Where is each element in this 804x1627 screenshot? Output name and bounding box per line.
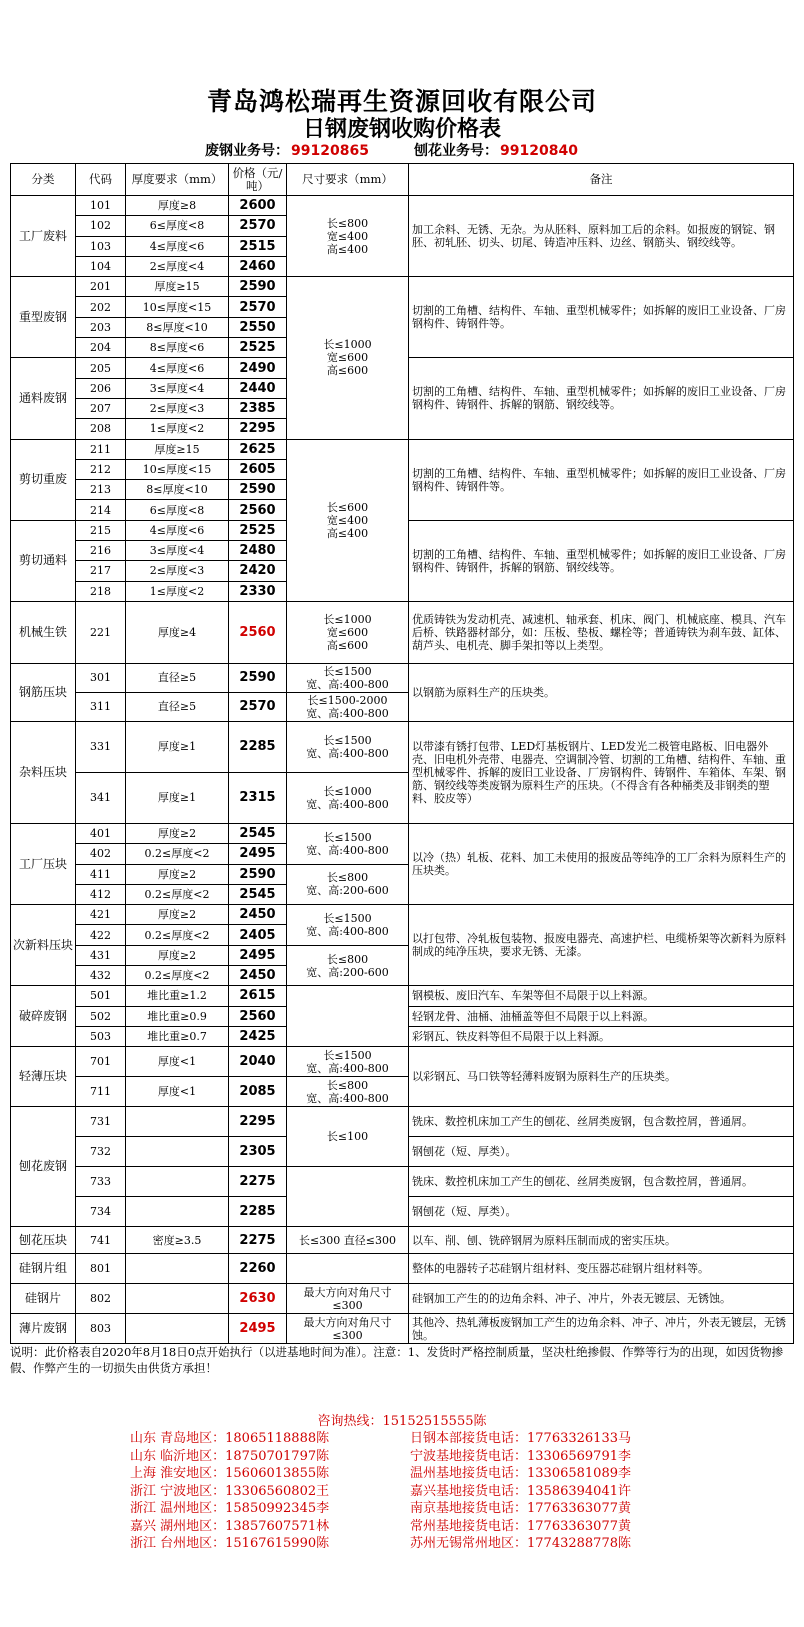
contact-row bbox=[130, 1500, 631, 1518]
thickness-cell: 厚度≥15 bbox=[126, 277, 229, 297]
price-cell: 2425 bbox=[229, 1026, 287, 1046]
thickness-cell: 4≤厚度<6 bbox=[126, 520, 229, 540]
note-cell: 以彩钢瓦、马口铁等轻薄料废钢为原料生产的压块类。 bbox=[409, 1047, 794, 1107]
category-cell: 轻薄压块 bbox=[11, 1047, 76, 1107]
code-cell: 301 bbox=[76, 663, 126, 692]
price-cell: 2420 bbox=[229, 561, 287, 581]
table-row bbox=[11, 986, 794, 1006]
category-cell: 工厂压块 bbox=[11, 823, 76, 904]
code-cell: 104 bbox=[76, 256, 126, 276]
thickness-cell: 0.2≤厚度<2 bbox=[126, 966, 229, 986]
thickness-cell: 2≤厚度<3 bbox=[126, 398, 229, 418]
contact-row bbox=[130, 1448, 631, 1466]
scrap-business-number: 废钢业务号： 99120865 bbox=[205, 143, 369, 159]
thickness-cell: 厚度≥2 bbox=[126, 945, 229, 965]
thickness-cell bbox=[126, 1284, 229, 1314]
category-cell: 钢筋压块 bbox=[11, 663, 76, 721]
contact-region: 浙江 宁波地区：13306560802王 bbox=[130, 1483, 330, 1499]
price-cell: 2040 bbox=[229, 1047, 287, 1077]
size-cell: 长≤100 bbox=[287, 1107, 409, 1167]
size-cell bbox=[287, 986, 409, 1047]
size-cell: 长≤800 宽、高:200-600 bbox=[287, 945, 409, 986]
thickness-cell: 6≤厚度<8 bbox=[126, 500, 229, 520]
thickness-cell: 8≤厚度<10 bbox=[126, 480, 229, 500]
column-header: 厚度要求（mm） bbox=[126, 164, 229, 196]
table-row bbox=[11, 1284, 794, 1314]
size-cell: 长≤800 宽≤400 高≤400 bbox=[287, 196, 409, 277]
price-cell: 2560 bbox=[229, 1006, 287, 1026]
contact-base: 温州基地接货电话：13306581089李 bbox=[410, 1466, 631, 1481]
thickness-cell: 厚度<1 bbox=[126, 1047, 229, 1077]
price-cell: 2440 bbox=[229, 378, 287, 398]
note-cell: 钢刨花（短、厚类）。 bbox=[409, 1137, 794, 1167]
size-cell: 长≤800 宽、高:200-600 bbox=[287, 864, 409, 905]
price-cell: 2450 bbox=[229, 905, 287, 925]
thickness-cell: 堆比重≥1.2 bbox=[126, 986, 229, 1006]
note-cell: 以冷（热）轧板、花料、加工未使用的报废品等纯净的工厂余料为原料生产的压块类。 bbox=[409, 823, 794, 904]
code-cell: 711 bbox=[76, 1077, 126, 1107]
price-cell: 2515 bbox=[229, 236, 287, 256]
price-cell: 2570 bbox=[229, 297, 287, 317]
code-cell: 431 bbox=[76, 945, 126, 965]
size-cell: 长≤1500 宽、高:400-800 bbox=[287, 663, 409, 692]
size-cell: 长≤1500 宽、高:400-800 bbox=[287, 905, 409, 946]
category-cell: 硅钢片组 bbox=[11, 1254, 76, 1284]
contact-region: 山东 临沂地区：18750701797陈 bbox=[130, 1448, 330, 1464]
size-cell: 长≤300 直径≤300 bbox=[287, 1227, 409, 1254]
thickness-cell: 1≤厚度<2 bbox=[126, 581, 229, 601]
code-cell: 218 bbox=[76, 581, 126, 601]
thickness-cell: 8≤厚度<6 bbox=[126, 338, 229, 358]
code-cell: 311 bbox=[76, 692, 126, 721]
code-cell: 213 bbox=[76, 480, 126, 500]
contact-row bbox=[130, 1465, 631, 1483]
code-cell: 221 bbox=[76, 601, 126, 663]
code-cell: 412 bbox=[76, 884, 126, 904]
price-cell: 2295 bbox=[229, 1107, 287, 1137]
note-cell: 以带漆有锈打包带、LED灯基板钢片、LED发光二极管电路板、旧电器外壳、旧电机外壳带、电器壳、空调制冷管、切割的工角槽、结构件、车轴、重型机械零件、拆解的废旧工业设备、厂房钢构件、铸钢件、车箱体、车架、钢筋、钢绞线等类废钢为原料生产的压块。（不得含有各种桶类及非钢类的塑料、胶皮等） bbox=[409, 721, 794, 823]
code-cell: 201 bbox=[76, 277, 126, 297]
code-cell: 207 bbox=[76, 398, 126, 418]
note-cell: 钢刨花（短、厚类）。 bbox=[409, 1197, 794, 1227]
size-cell: 长≤1000 宽≤600 高≤600 bbox=[287, 601, 409, 663]
code-cell: 214 bbox=[76, 500, 126, 520]
thickness-cell: 厚度≥2 bbox=[126, 905, 229, 925]
code-cell: 502 bbox=[76, 1006, 126, 1026]
table-row bbox=[11, 721, 794, 772]
price-cell: 2525 bbox=[229, 338, 287, 358]
price-cell: 2625 bbox=[229, 439, 287, 459]
code-cell: 203 bbox=[76, 317, 126, 337]
code-cell: 103 bbox=[76, 236, 126, 256]
code-cell: 212 bbox=[76, 459, 126, 479]
thickness-cell: 厚度≥1 bbox=[126, 772, 229, 823]
category-cell: 刨花废钢 bbox=[11, 1107, 76, 1227]
code-cell: 701 bbox=[76, 1047, 126, 1077]
thickness-cell: 3≤厚度<4 bbox=[126, 378, 229, 398]
code-cell: 411 bbox=[76, 864, 126, 884]
size-cell bbox=[287, 1167, 409, 1227]
note-cell: 硅钢加工产生的的边角余料、冲子、冲片，外表无镀层、无锈蚀。 bbox=[409, 1284, 794, 1314]
price-cell: 2275 bbox=[229, 1167, 287, 1197]
note-cell: 钢模板、废旧汽车、车架等但不局限于以上料源。 bbox=[409, 986, 794, 1006]
code-cell: 102 bbox=[76, 216, 126, 236]
contact-base: 南京基地接货电话：17763363077黄 bbox=[410, 1501, 631, 1516]
table-row bbox=[11, 277, 794, 297]
sheet-title: 日钢废钢收购价格表 bbox=[302, 117, 501, 142]
category-cell: 杂料压块 bbox=[11, 721, 76, 823]
size-cell: 长≤800 宽、高:400-800 bbox=[287, 1077, 409, 1107]
column-header: 尺寸要求（mm） bbox=[287, 164, 409, 196]
price-cell: 2285 bbox=[229, 721, 287, 772]
contact-list bbox=[130, 1430, 631, 1553]
note-cell: 以车、削、刨、铣碎钢屑为原料压制而成的密实压块。 bbox=[409, 1227, 794, 1254]
thickness-cell: 3≤厚度<4 bbox=[126, 541, 229, 561]
thickness-cell: 厚度≥8 bbox=[126, 196, 229, 216]
note-cell: 切割的工角槽、结构件、车轴、重型机械零件；如拆解的废旧工业设备、厂房钢构件、铸钢件，拆解的钢筋、钢绞线等。 bbox=[409, 520, 794, 601]
price-cell: 2590 bbox=[229, 864, 287, 884]
code-cell: 204 bbox=[76, 338, 126, 358]
category-cell: 薄片废钢 bbox=[11, 1314, 76, 1344]
price-cell: 2275 bbox=[229, 1227, 287, 1254]
contact-region: 上海 淮安地区：15606013855陈 bbox=[130, 1466, 330, 1481]
thickness-cell: 厚度≥1 bbox=[126, 721, 229, 772]
thickness-cell: 4≤厚度<6 bbox=[126, 358, 229, 378]
contact-region: 嘉兴 湖州地区：13857607571林 bbox=[130, 1518, 330, 1534]
price-cell: 2295 bbox=[229, 419, 287, 439]
contact-row bbox=[130, 1483, 631, 1501]
contact-row bbox=[130, 1535, 631, 1553]
code-cell: 202 bbox=[76, 297, 126, 317]
thickness-cell: 10≤厚度<15 bbox=[126, 459, 229, 479]
category-cell: 剪切重废 bbox=[11, 439, 76, 520]
table-row bbox=[11, 196, 794, 216]
note-cell: 加工余料、无锈、无杂。为从胚料、原料加工后的余料。如报废的钢锭、钢胚、初轧胚、切头、切尾、铸造冲压料、边丝、钢筋头、钢绞线等。 bbox=[409, 196, 794, 277]
code-cell: 501 bbox=[76, 986, 126, 1006]
column-header: 分类 bbox=[11, 164, 76, 196]
price-cell: 2495 bbox=[229, 945, 287, 965]
table-row bbox=[11, 1047, 794, 1077]
code-cell: 733 bbox=[76, 1167, 126, 1197]
code-cell: 421 bbox=[76, 905, 126, 925]
price-cell: 2450 bbox=[229, 966, 287, 986]
table-row bbox=[11, 905, 794, 925]
price-cell: 2560 bbox=[229, 601, 287, 663]
thickness-cell: 直径≥5 bbox=[126, 663, 229, 692]
thickness-cell: 厚度≥2 bbox=[126, 823, 229, 843]
table-body bbox=[11, 196, 794, 1344]
column-header: 价格（元/吨） bbox=[229, 164, 287, 196]
code-cell: 801 bbox=[76, 1254, 126, 1284]
note-cell: 切割的工角槽、结构件、车轴、重型机械零件；如拆解的废旧工业设备、厂房钢构件、铸钢件等。 bbox=[409, 439, 794, 520]
contact-row bbox=[130, 1518, 631, 1536]
price-cell: 2545 bbox=[229, 823, 287, 843]
thickness-cell bbox=[126, 1314, 229, 1344]
code-cell: 211 bbox=[76, 439, 126, 459]
note-cell: 铣床、数控机床加工产生的刨花、丝屑类废钢，包含数控屑，普通屑。 bbox=[409, 1167, 794, 1197]
price-cell: 2330 bbox=[229, 581, 287, 601]
code-cell: 206 bbox=[76, 378, 126, 398]
price-cell: 2480 bbox=[229, 541, 287, 561]
thickness-cell: 4≤厚度<6 bbox=[126, 236, 229, 256]
contact-base: 常州基地接货电话：17763363077黄 bbox=[410, 1518, 631, 1534]
note-cell: 整体的电器转子芯硅钢片组材料、变压器芯硅钢片组材料等。 bbox=[409, 1254, 794, 1284]
code-cell: 732 bbox=[76, 1137, 126, 1167]
table-row bbox=[11, 1254, 794, 1284]
thickness-cell: 堆比重≥0.7 bbox=[126, 1026, 229, 1046]
price-cell: 2085 bbox=[229, 1077, 287, 1107]
price-cell: 2590 bbox=[229, 480, 287, 500]
column-header: 代码 bbox=[76, 164, 126, 196]
thickness-cell bbox=[126, 1167, 229, 1197]
price-cell: 2560 bbox=[229, 500, 287, 520]
code-cell: 432 bbox=[76, 966, 126, 986]
size-cell: 长≤1500-2000 宽、高:400-800 bbox=[287, 692, 409, 721]
contact-region: 浙江 温州地区：15850992345李 bbox=[130, 1501, 330, 1516]
footnote: 说明：此价格表自2020年8月18日0点开始执行（以进基地时间为准）。注意：1、发货时严格控制质量，坚决杜绝掺假、作弊等行为的出现，如因货物掺假、作弊产生的一切损失由供货方承担！ bbox=[10, 1345, 784, 1375]
code-cell: 503 bbox=[76, 1026, 126, 1046]
shavings-business-number: 刨花业务号： 99120840 bbox=[414, 143, 578, 159]
code-cell: 215 bbox=[76, 520, 126, 540]
contact-base: 苏州无锡常州地区：17743288778陈 bbox=[410, 1536, 631, 1551]
code-cell: 422 bbox=[76, 925, 126, 945]
note-cell: 以钢筋为原料生产的压块类。 bbox=[409, 663, 794, 721]
thickness-cell bbox=[126, 1197, 229, 1227]
category-cell: 工厂废料 bbox=[11, 196, 76, 277]
company-title: 青岛鸿松瑞再生资源回收有限公司 bbox=[206, 87, 597, 116]
contact-base: 日钢本部接货电话：17763326133马 bbox=[410, 1431, 631, 1446]
code-cell: 734 bbox=[76, 1197, 126, 1227]
thickness-cell: 厚度≥4 bbox=[126, 601, 229, 663]
price-cell: 2615 bbox=[229, 986, 287, 1006]
size-cell: 长≤1500 宽、高:400-800 bbox=[287, 721, 409, 772]
price-cell: 2405 bbox=[229, 925, 287, 945]
code-cell: 101 bbox=[76, 196, 126, 216]
code-cell: 741 bbox=[76, 1227, 126, 1254]
price-cell: 2495 bbox=[229, 1314, 287, 1344]
size-cell: 长≤1000 宽≤600 高≤600 bbox=[287, 277, 409, 439]
thickness-cell: 厚度≥2 bbox=[126, 864, 229, 884]
table-row bbox=[11, 663, 794, 692]
thickness-cell: 2≤厚度<4 bbox=[126, 256, 229, 276]
note-cell: 切割的工角槽、结构件、车轴、重型机械零件；如拆解的废旧工业设备、厂房钢构件、铸钢件等。 bbox=[409, 277, 794, 358]
contact-base: 嘉兴基地接货电话：13586394041许 bbox=[410, 1483, 631, 1499]
thickness-cell: 0.2≤厚度<2 bbox=[126, 884, 229, 904]
code-cell: 341 bbox=[76, 772, 126, 823]
note-cell: 铣床、数控机床加工产生的刨花、丝屑类废钢，包含数控屑，普通屑。 bbox=[409, 1107, 794, 1137]
price-cell: 2570 bbox=[229, 692, 287, 721]
thickness-cell: 0.2≤厚度<2 bbox=[126, 925, 229, 945]
category-cell: 次新料压块 bbox=[11, 905, 76, 986]
contact-row bbox=[130, 1430, 631, 1448]
size-cell: 长≤600 宽≤400 高≤400 bbox=[287, 439, 409, 601]
price-cell: 2605 bbox=[229, 459, 287, 479]
table-row bbox=[11, 601, 794, 663]
note-cell: 切割的工角槽、结构件、车轴、重型机械零件；如拆解的废旧工业设备、厂房钢构件、铸钢件、拆解的钢筋、钢绞线等。 bbox=[409, 358, 794, 439]
thickness-cell: 1≤厚度<2 bbox=[126, 419, 229, 439]
category-cell: 刨花压块 bbox=[11, 1227, 76, 1254]
note-cell: 其他冷、热轧薄板废钢加工产生的边角余料、冲子、冲片，外表无镀层，无锈蚀。 bbox=[409, 1314, 794, 1344]
thickness-cell: 厚度<1 bbox=[126, 1077, 229, 1107]
thickness-cell: 6≤厚度<8 bbox=[126, 216, 229, 236]
price-cell: 2260 bbox=[229, 1254, 287, 1284]
table-row bbox=[11, 1314, 794, 1344]
category-cell: 通料废钢 bbox=[11, 358, 76, 439]
price-cell: 2305 bbox=[229, 1137, 287, 1167]
price-cell: 2630 bbox=[229, 1284, 287, 1314]
category-cell: 机械生铁 bbox=[11, 601, 76, 663]
table-row bbox=[11, 1167, 794, 1197]
note-cell: 轻钢龙骨、油桶、油桶盖等但不局限于以上料源。 bbox=[409, 1006, 794, 1026]
table-row bbox=[11, 1227, 794, 1254]
note-cell: 彩钢瓦、铁皮料等但不局限于以上料源。 bbox=[409, 1026, 794, 1046]
thickness-cell: 2≤厚度<3 bbox=[126, 561, 229, 581]
size-cell: 最大方向对角尺寸≤300 bbox=[287, 1284, 409, 1314]
code-cell: 731 bbox=[76, 1107, 126, 1137]
price-cell: 2285 bbox=[229, 1197, 287, 1227]
thickness-cell: 0.2≤厚度<2 bbox=[126, 844, 229, 864]
hotline: 咨询热线：15152515555陈 bbox=[317, 1414, 487, 1429]
contact-region: 浙江 台州地区：15167615990陈 bbox=[130, 1536, 330, 1551]
price-cell: 2490 bbox=[229, 358, 287, 378]
price-cell: 2385 bbox=[229, 398, 287, 418]
price-cell: 2570 bbox=[229, 216, 287, 236]
category-cell: 剪切通料 bbox=[11, 520, 76, 601]
note-cell: 优质铸铁为发动机壳、减速机、轴承套、机床、阀门、机械底座、模具、汽车后桥、铁路器材部分，如：压板、垫板、螺栓等；普通铸铁为刹车鼓、缸体、葫芦头、电机壳、脚手架扣等以上类型。 bbox=[409, 601, 794, 663]
thickness-cell: 10≤厚度<15 bbox=[126, 297, 229, 317]
code-cell: 208 bbox=[76, 419, 126, 439]
code-cell: 205 bbox=[76, 358, 126, 378]
size-cell: 长≤1000 宽、高:400-800 bbox=[287, 772, 409, 823]
price-cell: 2600 bbox=[229, 196, 287, 216]
code-cell: 803 bbox=[76, 1314, 126, 1344]
price-cell: 2590 bbox=[229, 663, 287, 692]
size-cell: 最大方向对角尺寸≤300 bbox=[287, 1314, 409, 1344]
size-cell: 长≤1500 宽、高:400-800 bbox=[287, 1047, 409, 1077]
code-cell: 217 bbox=[76, 561, 126, 581]
code-cell: 331 bbox=[76, 721, 126, 772]
category-cell: 重型废钢 bbox=[11, 277, 76, 358]
thickness-cell: 直径≥5 bbox=[126, 692, 229, 721]
category-cell: 破碎废钢 bbox=[11, 986, 76, 1047]
note-cell: 以打包带、冷轧板包装物、报废电器壳、高速护栏、电缆桥架等次新料为原料制成的纯净压块，要求无锈、无漆。 bbox=[409, 905, 794, 986]
contact-region: 山东 青岛地区：18065118888陈 bbox=[130, 1431, 330, 1446]
code-cell: 401 bbox=[76, 823, 126, 843]
price-cell: 2550 bbox=[229, 317, 287, 337]
code-cell: 802 bbox=[76, 1284, 126, 1314]
price-cell: 2315 bbox=[229, 772, 287, 823]
size-cell: 长≤1500 宽、高:400-800 bbox=[287, 823, 409, 864]
table-header-row bbox=[11, 164, 794, 196]
category-cell: 硅钢片 bbox=[11, 1284, 76, 1314]
code-cell: 402 bbox=[76, 844, 126, 864]
table-row bbox=[11, 439, 794, 459]
thickness-cell: 密度≥3.5 bbox=[126, 1227, 229, 1254]
thickness-cell: 堆比重≥0.9 bbox=[126, 1006, 229, 1026]
thickness-cell: 8≤厚度<10 bbox=[126, 317, 229, 337]
column-header: 备注 bbox=[409, 164, 794, 196]
table-row bbox=[11, 1107, 794, 1137]
price-cell: 2495 bbox=[229, 844, 287, 864]
contact-base: 宁波基地接货电话：13306569791李 bbox=[410, 1448, 631, 1464]
price-cell: 2525 bbox=[229, 520, 287, 540]
price-cell: 2460 bbox=[229, 256, 287, 276]
thickness-cell: 厚度≥15 bbox=[126, 439, 229, 459]
table-row bbox=[11, 823, 794, 843]
size-cell bbox=[287, 1254, 409, 1284]
price-cell: 2590 bbox=[229, 277, 287, 297]
thickness-cell bbox=[126, 1137, 229, 1167]
code-cell: 216 bbox=[76, 541, 126, 561]
price-table bbox=[10, 163, 794, 1344]
thickness-cell bbox=[126, 1107, 229, 1137]
price-cell: 2545 bbox=[229, 884, 287, 904]
thickness-cell bbox=[126, 1254, 229, 1284]
